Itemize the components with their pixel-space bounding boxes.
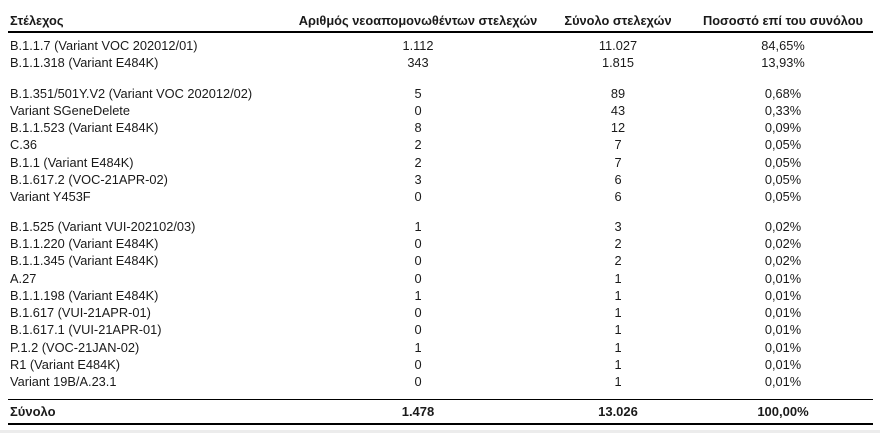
cell-percentage: 0,09% [764,120,802,136]
row-group-1 [8,37,873,72]
cell-percentage: 0,01% [764,339,802,355]
cell-new-isolates: 2 [414,154,422,170]
cell-strain: Variant Y453F [10,189,91,205]
table-row [8,252,873,269]
cell-strain: B.1.1.7 (Variant VOC 202012/01) [10,38,198,53]
total-new-isolates: 1.478 [401,403,435,419]
cell-strain: B.1.1.345 (Variant E484K) [10,253,159,269]
table-row [8,235,873,252]
cell-total-strains: 12 [610,120,626,136]
cell-new-isolates: 0 [414,235,422,251]
cell-total-strains: 1 [614,287,622,303]
cell-strain: B.1.1.523 (Variant E484K) [10,120,159,136]
cell-strain: B.1.1.220 (Variant E484K) [10,235,159,251]
cell-percentage: 0,01% [764,287,802,303]
cell-percentage: 0,68% [764,85,802,101]
cell-total-strains: 7 [614,137,622,153]
row-group-3 [8,218,873,391]
cell-new-isolates: 1 [414,287,422,303]
column-header-percentage: Ποσοστό επί του συνόλου [703,13,863,28]
cell-total-strains: 1 [614,339,622,355]
cell-total-strains: 2 [614,235,622,251]
cell-percentage: 0,02% [764,253,802,269]
cell-new-isolates: 0 [414,357,422,373]
table-body [8,37,873,391]
table-header-row [8,10,873,33]
cell-percentage: 0,01% [764,270,802,286]
cell-total-strains: 1 [614,270,622,286]
cell-percentage: 0,01% [764,305,802,321]
cell-new-isolates: 0 [414,102,422,118]
cell-total-strains: 6 [614,172,622,188]
table-row [8,373,873,390]
cell-new-isolates: 8 [414,120,422,136]
cell-new-isolates: 0 [414,253,422,269]
variants-table [8,10,873,425]
cell-percentage: 0,05% [764,172,802,188]
cell-percentage: 0,05% [764,137,802,153]
cell-total-strains: 2 [614,253,622,269]
cell-total-strains: 6 [614,189,622,205]
row-group-2 [8,85,873,206]
cell-total-strains: 43 [610,102,626,118]
cell-strain: A.27 [10,270,37,286]
table-row [8,154,873,171]
cell-total-strains: 89 [610,85,626,101]
cell-percentage: 0,05% [764,154,802,170]
cell-new-isolates: 343 [407,55,429,71]
column-header-total-strains: Σύνολο στελεχών [564,13,672,28]
cell-total-strains: 1 [614,322,622,338]
table-row [8,356,873,373]
total-label: Σύνολο [10,403,56,419]
cell-new-isolates: 0 [414,270,422,286]
cell-percentage: 84,65% [761,38,805,53]
total-percentage: 100,00% [757,403,809,419]
table-row [8,270,873,287]
table-row [8,321,873,338]
table-row [8,136,873,153]
cell-total-strains: 1.815 [601,55,635,71]
cell-new-isolates: 1 [414,339,422,355]
cell-percentage: 13,93% [761,55,805,71]
cell-new-isolates: 0 [414,374,422,390]
cell-percentage: 0,01% [764,357,802,373]
cell-strain: R1 (Variant E484K) [10,357,121,373]
cell-new-isolates: 0 [414,322,422,338]
cell-percentage: 0,05% [764,189,802,205]
cell-strain: B.1.351/501Y.V2 (Variant VOC 202012/02) [10,85,253,101]
cell-strain: P.1.2 (VOC-21JAN-02) [10,339,140,355]
cell-new-isolates: 2 [414,137,422,153]
cell-strain: B.1.1.198 (Variant E484K) [10,287,159,303]
cell-strain: B.1.525 (Variant VUI-202102/03) [10,218,196,234]
table-row [8,37,873,54]
cell-strain: Variant 19B/A.23.1 [10,374,117,390]
cell-strain: B.1.1.318 (Variant E484K) [10,55,159,71]
table-row [8,218,873,235]
cell-new-isolates: 5 [414,85,422,101]
cell-total-strains: 1 [614,357,622,373]
column-header-new-isolates: Αριθμός νεοαπομονωθέντων στελεχών [298,13,538,28]
cell-strain: C.36 [10,137,38,153]
cell-total-strains: 3 [614,218,622,234]
total-total-strains: 13.026 [598,403,638,419]
table-row [8,188,873,205]
table-row [8,102,873,119]
cell-new-isolates: 1.112 [402,38,434,53]
cell-new-isolates: 3 [414,172,422,188]
cell-total-strains: 11.027 [598,38,638,53]
cell-strain: B.1.1 (Variant E484K) [10,154,134,170]
table-row [8,171,873,188]
column-header-strain: Στέλεχος [10,13,64,28]
cell-percentage: 0,01% [764,322,802,338]
cell-new-isolates: 0 [414,305,422,321]
cell-percentage: 0,01% [764,374,802,390]
cell-total-strains: 7 [614,154,622,170]
cell-percentage: 0,02% [764,235,802,251]
cell-strain: Variant SGeneDelete [10,102,130,118]
cell-strain: B.1.617 (VUI-21APR-01) [10,305,151,321]
table-row [8,339,873,356]
cell-percentage: 0,02% [764,218,802,234]
table-row [8,54,873,71]
total-row [8,399,873,425]
cell-new-isolates: 1 [414,218,422,234]
cell-total-strains: 1 [614,305,622,321]
cell-strain: B.1.617.1 (VUI-21APR-01) [10,322,162,338]
table-row [8,85,873,102]
cell-percentage: 0,33% [764,102,802,118]
table-row [8,119,873,136]
table-row [8,287,873,304]
table-row [8,304,873,321]
cell-strain: B.1.617.2 (VOC-21APR-02) [10,172,168,188]
cell-total-strains: 1 [614,374,622,390]
cell-new-isolates: 0 [414,189,422,205]
